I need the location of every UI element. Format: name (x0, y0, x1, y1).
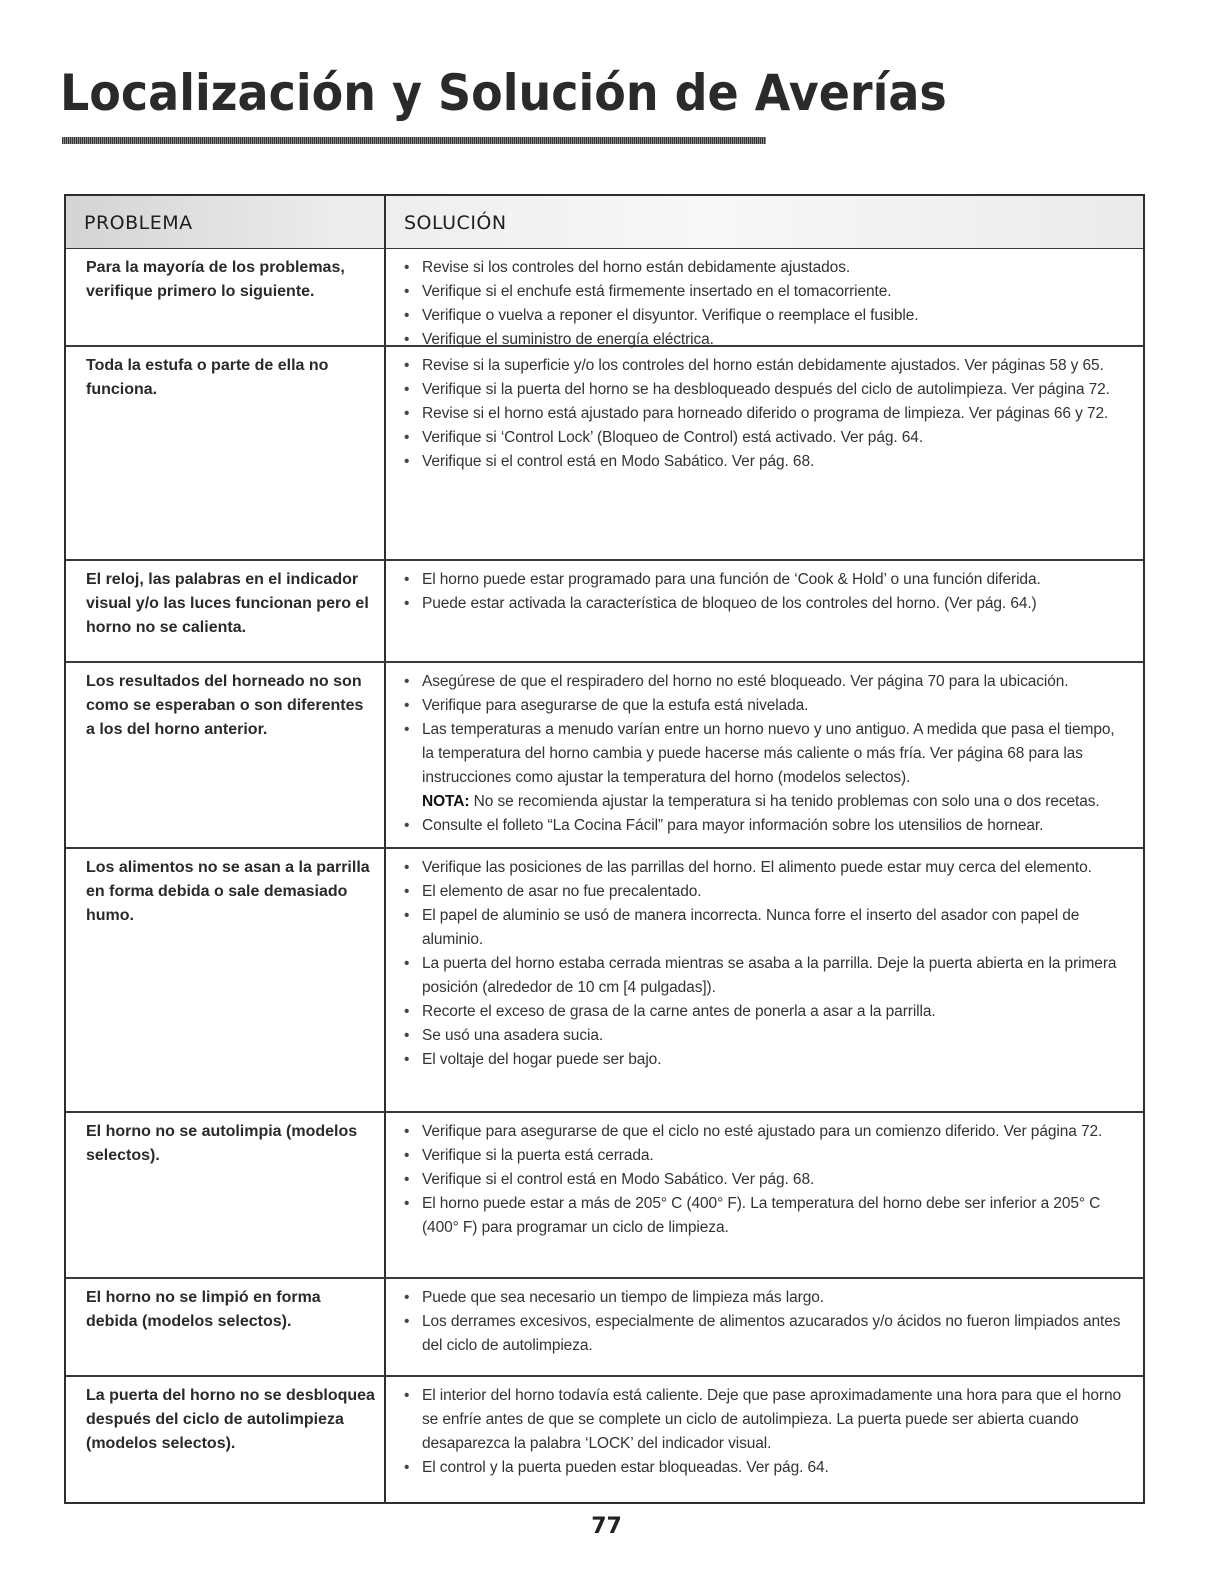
problem-cell: La puerta del horno no se desbloquea después del ciclo de autolimpieza (modelos selectos). (66, 1377, 386, 1502)
note-label: NOTA: (422, 793, 470, 810)
page-title: Localización y Solución de Averías (60, 64, 947, 122)
solution-item: • Verifique si la puerta está cerrada. (402, 1144, 1129, 1168)
solution-item: • Asegúrese de que el respiradero del horno no esté bloqueado. Ver página 70 para la ubicación. (402, 670, 1129, 694)
solution-item: • Puede que sea necesario un tiempo de limpieza más largo. (402, 1286, 1129, 1310)
page-number: 77 (591, 1514, 622, 1539)
solution-item: • Verifique si ‘Control Lock’ (Bloqueo de Control) está activado. Ver pág. 64. (402, 426, 1129, 450)
solution-item: • Consulte el folleto “La Cocina Fácil” para mayor información sobre los utensilios de hornear. (402, 814, 1129, 838)
solution-item (402, 718, 1129, 814)
table-row (66, 849, 1143, 1113)
problem-cell: Los resultados del horneado no son como se esperaban o son diferentes a los del horno anterior. (66, 663, 386, 847)
solution-item: • El horno puede estar a más de 205° C (400° F). La temperatura del horno debe ser inferior a 205° C (400° F) para programar un ciclo de limpieza. (402, 1192, 1129, 1240)
solution-item: • Verifique las posiciones de las parrillas del horno. El alimento puede estar muy cerca del elemento. (402, 856, 1129, 880)
solution-item: • Verifique para asegurarse de que el ciclo no esté ajustado para un comienzo diferido. Ver página 72. (402, 1120, 1129, 1144)
header-problem: PROBLEMA (66, 196, 386, 248)
solution-item: • Verifique o vuelva a reponer el disyuntor. Verifique o reemplace el fusible. (402, 304, 1129, 328)
problem-cell: Para la mayoría de los problemas, verifique primero lo siguiente. (66, 249, 386, 345)
table-header (66, 196, 1143, 249)
solution-item: • Revise si el horno está ajustado para horneado diferido o programa de limpieza. Ver páginas 66 y 72. (402, 402, 1129, 426)
table-row (66, 1377, 1143, 1502)
note-text: No se recomienda ajustar la temperatura si ha tenido problemas con solo una o dos recetas. (469, 793, 1100, 810)
table-row (66, 663, 1143, 849)
solution-item: • Verifique si el enchufe está firmemente insertado en el tomacorriente. (402, 280, 1129, 304)
solution-cell (386, 1113, 1143, 1277)
solution-item: • Verifique el suministro de energía eléctrica. (402, 328, 1129, 352)
header-solution: SOLUCIÓN (404, 212, 507, 234)
solution-item: • El elemento de asar no fue precalentado. (402, 880, 1129, 904)
solution-item: • Revise si la superficie y/o los controles del horno están debidamente ajustados. Ver páginas 58 y 65. (402, 354, 1129, 378)
solution-item: • Verifique si el control está en Modo Sabático. Ver pág. 68. (402, 1168, 1129, 1192)
solution-cell (386, 849, 1143, 1111)
table-row (66, 1279, 1143, 1377)
solution-text: Las temperaturas a menudo varían entre un horno nuevo y uno antiguo. A medida que pasa el tiempo, la temperatura del horno cambia y puede hacerse más caliente o más fría. Ver página 68 para las instrucciones como ajustar la temperatura del horno (modelos selectos). (422, 721, 1115, 786)
solution-cell (386, 249, 1143, 348)
solution-item: • El control y la puerta pueden estar bloqueadas. Ver pág. 64. (402, 1456, 1129, 1480)
troubleshooting-table (64, 194, 1145, 1504)
solution-item: • Verifique si el control está en Modo Sabático. Ver pág. 68. (402, 450, 1129, 474)
problem-cell: El horno no se limpió en forma debida (modelos selectos). (66, 1279, 386, 1375)
solution-item: • El horno puede estar programado para una función de ‘Cook & Hold’ o una función diferida. (402, 568, 1129, 592)
problem-cell: Toda la estufa o parte de ella no funciona. (66, 347, 386, 559)
solution-cell (386, 1279, 1143, 1375)
solution-item: • Los derrames excesivos, especialmente de alimentos azucarados y/o ácidos no fueron limpiados antes del ciclo de autolimpieza. (402, 1310, 1129, 1358)
table-row (66, 561, 1143, 663)
solution-item: • El papel de aluminio se usó de manera incorrecta. Nunca forre el inserto del asador con papel de aluminio. (402, 904, 1129, 952)
problem-cell: El reloj, las palabras en el indicador visual y/o las luces funcionan pero el horno no se calienta. (66, 561, 386, 661)
solution-item: • El interior del horno todavía está caliente. Deje que pase aproximadamente una hora para que el horno se enfríe antes de que se complete un ciclo de autolimpieza. La puerta puede ser abierta cuando desaparezca la palabra ‘LOCK’ del indicador visual. (402, 1384, 1129, 1456)
solution-item: • Revise si los controles del horno están debidamente ajustados. (402, 256, 1129, 280)
solution-item: • Verifique para asegurarse de que la estufa está nivelada. (402, 694, 1129, 718)
table-row (66, 347, 1143, 561)
solution-cell (386, 347, 1143, 559)
problem-cell: Los alimentos no se asan a la parrilla en forma debida o sale demasiado humo. (66, 849, 386, 1111)
solution-item: • Puede estar activada la característica de bloqueo de los controles del horno. (Ver pág. 64.) (402, 592, 1129, 616)
problem-cell: El horno no se autolimpia (modelos selectos). (66, 1113, 386, 1277)
solution-item: • Recorte el exceso de grasa de la carne antes de ponerla a asar a la parrilla. (402, 1000, 1129, 1024)
table-row (66, 249, 1143, 347)
solution-item: • La puerta del horno estaba cerrada mientras se asaba a la parrilla. Deje la puerta abierta en la primera posición (alrededor de 10 cm [4 pulgadas]). (402, 952, 1129, 1000)
table-row (66, 1113, 1143, 1279)
title-underline (62, 137, 766, 144)
solution-cell (386, 663, 1143, 847)
solution-cell (386, 1377, 1143, 1502)
solution-cell (386, 561, 1143, 661)
solution-item: • El voltaje del hogar puede ser bajo. (402, 1048, 1129, 1072)
solution-item: • Verifique si la puerta del horno se ha desbloqueado después del ciclo de autolimpieza. Ver página 72. (402, 378, 1129, 402)
solution-item: • Se usó una asadera sucia. (402, 1024, 1129, 1048)
